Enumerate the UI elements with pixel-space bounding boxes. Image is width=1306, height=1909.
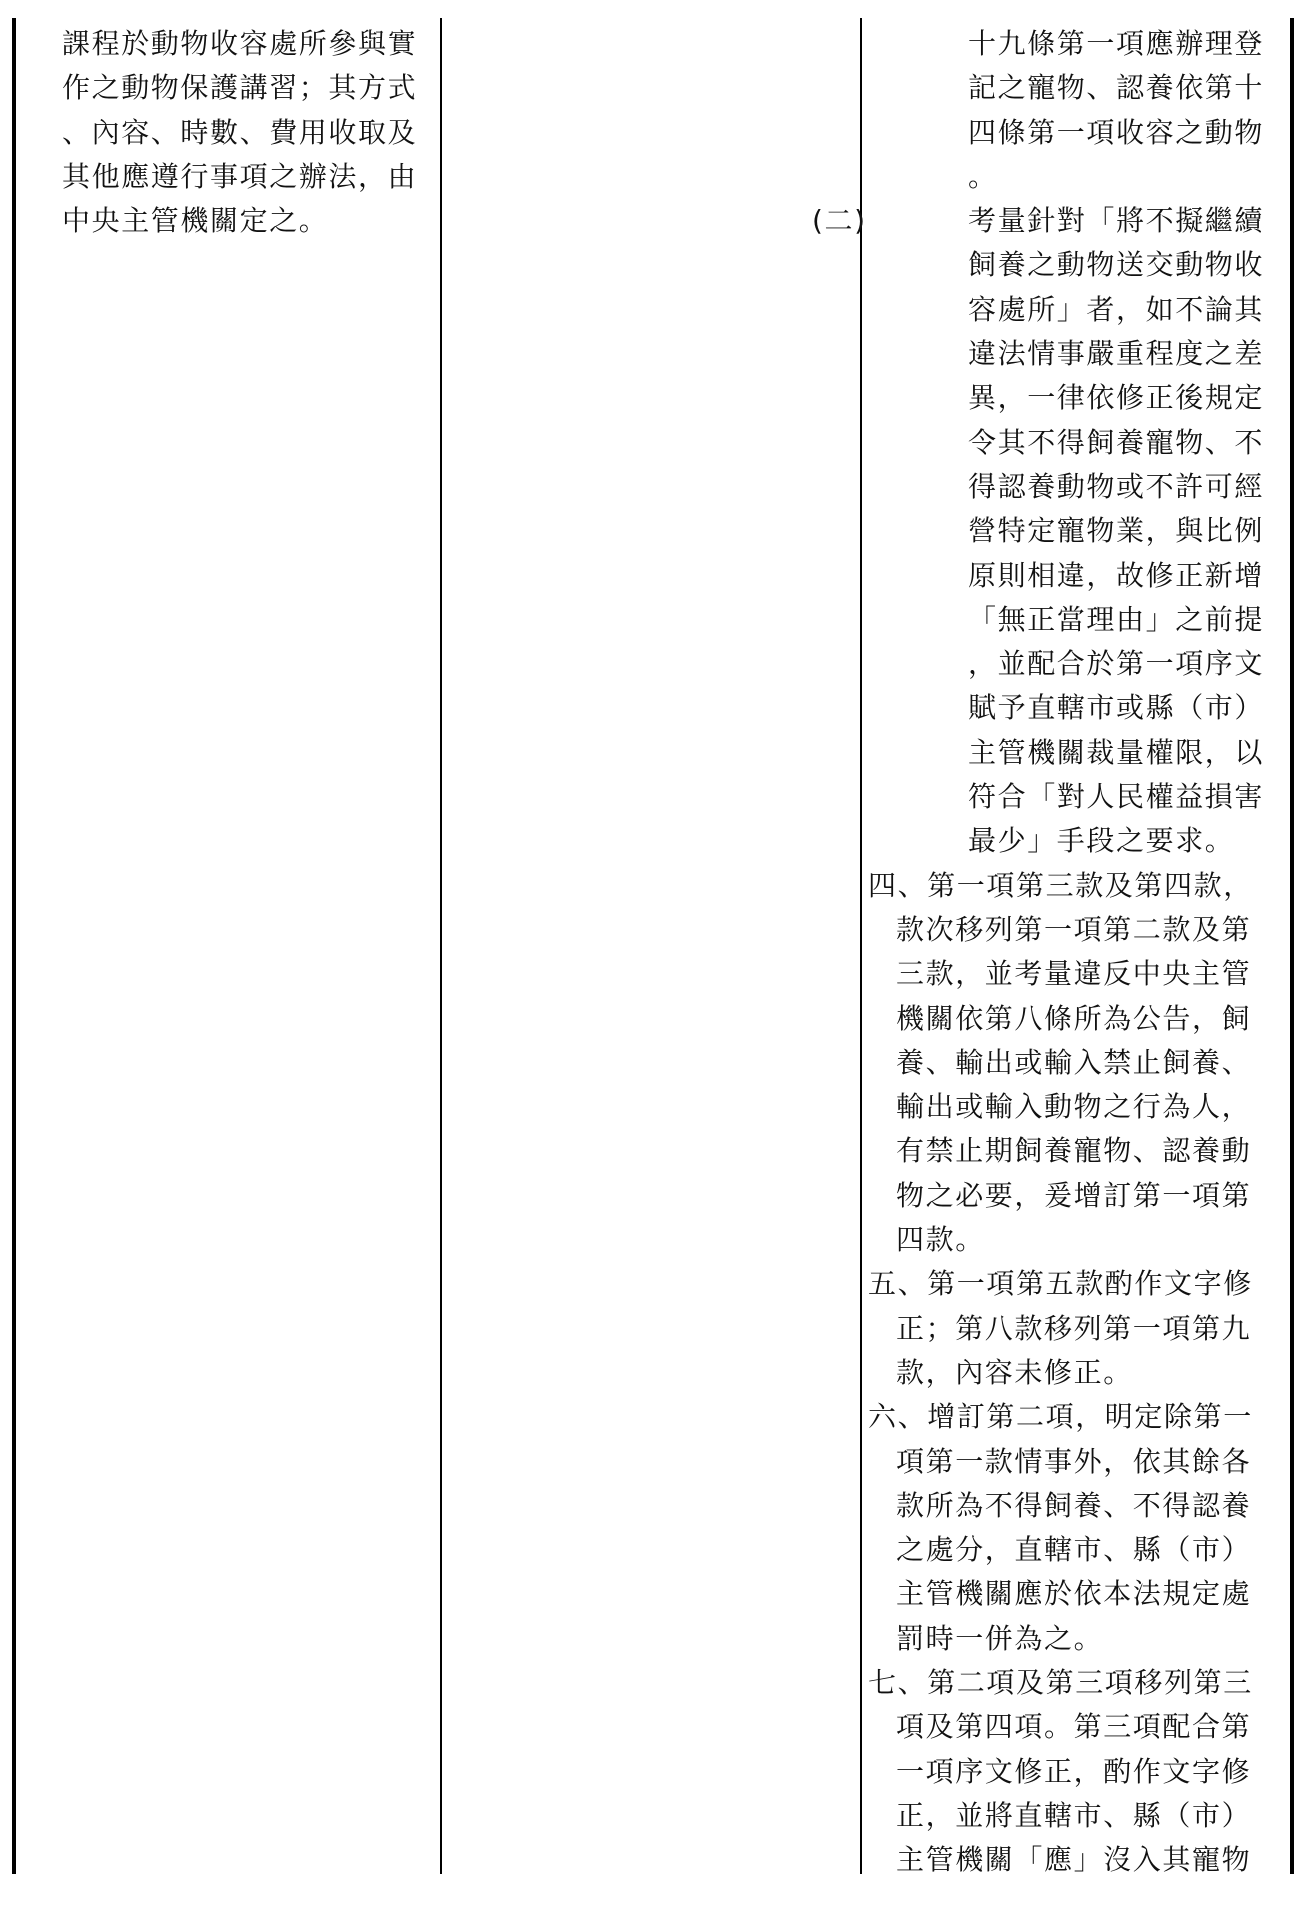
text-line: 主管機關應於依本法規定處 bbox=[896, 1577, 1252, 1611]
text-line: 款次移列第一項第二款及第 bbox=[896, 912, 1252, 946]
right-column bbox=[812, 22, 1276, 1882]
text-line: 飼養之動物送交動物收 bbox=[968, 248, 1265, 282]
text-line: 營特定寵物業，與比例 bbox=[968, 514, 1265, 548]
text-line: 四款。 bbox=[896, 1223, 985, 1257]
text-line: 項及第四項。第三項配合第 bbox=[896, 1710, 1252, 1744]
item-marker: 四、 bbox=[868, 868, 928, 902]
item-first-line: 第一項第五款酌作文字修 bbox=[927, 1267, 1253, 1301]
subitem-2 bbox=[812, 199, 1276, 863]
item-marker: 五、 bbox=[868, 1267, 928, 1301]
text-line: 物之必要，爰增訂第一項第 bbox=[896, 1178, 1252, 1212]
text-line: 課程於動物收容處所參與實 bbox=[62, 27, 418, 60]
text-line: 養、輸出或輸入禁止飼養、 bbox=[896, 1045, 1252, 1079]
text-line: 一項序文修正，酌作文字修 bbox=[896, 1754, 1252, 1788]
text-line: 主管機關裁量權限，以 bbox=[968, 735, 1265, 769]
text-line: 其他應遵行事項之辦法，由 bbox=[62, 159, 418, 193]
text-line: 「無正當理由」之前提 bbox=[968, 602, 1265, 636]
text-line: 異，一律依修正後規定 bbox=[968, 381, 1265, 415]
table-left-border bbox=[12, 18, 16, 1874]
text-line: 四條第一項收容之動物 bbox=[968, 115, 1265, 149]
text-line: 容處所」者，如不論其 bbox=[968, 292, 1265, 326]
text-line: 最少」手段之要求。 bbox=[968, 824, 1235, 858]
column-divider-left bbox=[440, 18, 442, 1874]
item-6 bbox=[868, 1395, 1276, 1661]
text-line: 款所為不得飼養、不得認養 bbox=[896, 1488, 1252, 1522]
text-line: 令其不得飼養寵物、不 bbox=[968, 425, 1265, 459]
text-line: 之處分，直轄市、縣（市） bbox=[896, 1533, 1252, 1567]
text-line: 十九條第一項應辦理登 bbox=[968, 27, 1265, 60]
text-line bbox=[868, 1395, 1276, 1439]
item-7 bbox=[868, 1661, 1276, 1882]
text-line: 記之寵物、認養依第十 bbox=[968, 71, 1265, 105]
item-first-line: 第二項及第三項移列第三 bbox=[927, 1665, 1253, 1699]
text-line bbox=[868, 1661, 1276, 1705]
text-line: 三款，並考量違反中央主管 bbox=[896, 957, 1252, 991]
text-line bbox=[868, 864, 1276, 908]
text-line: 中央主管機關定之。 bbox=[62, 204, 329, 238]
item-marker: 六、 bbox=[868, 1400, 928, 1434]
text-line: 主管機關「應」沒入其寵物 bbox=[896, 1843, 1252, 1877]
text-line: 正；第八款移列第一項第九 bbox=[896, 1311, 1252, 1345]
text-line: 作之動物保護講習；其方式 bbox=[62, 71, 418, 105]
text-line: 有禁止期飼養寵物、認養動 bbox=[896, 1134, 1252, 1168]
column-divider-right bbox=[860, 18, 862, 1874]
text-line: 違法情事嚴重程度之差 bbox=[968, 337, 1265, 371]
item-4 bbox=[868, 864, 1276, 1263]
text-line: 。 bbox=[968, 159, 998, 193]
text-line: 項第一款情事外，依其餘各 bbox=[896, 1444, 1252, 1478]
left-column bbox=[62, 22, 432, 243]
text-line: 原則相違，故修正新增 bbox=[968, 558, 1265, 592]
item-marker: 七、 bbox=[868, 1665, 928, 1699]
text-line: 賦予直轄市或縣（市） bbox=[968, 691, 1265, 725]
text-line: 罰時一併為之。 bbox=[896, 1621, 1104, 1655]
text-line: 正，並將直轄市、縣（市） bbox=[896, 1798, 1252, 1832]
item-first-line: 增訂第二項，明定除第一 bbox=[927, 1400, 1253, 1434]
text-line: 符合「對人民權益損害 bbox=[968, 780, 1265, 814]
table-right-border bbox=[1290, 18, 1294, 1874]
text-line: 得認養動物或不許可經 bbox=[968, 469, 1265, 503]
text-line bbox=[868, 1262, 1276, 1306]
text-line: 考量針對「將不擬繼續 bbox=[968, 204, 1265, 238]
text-line: ，並配合於第一項序文 bbox=[968, 647, 1265, 681]
text-line: 輸出或輸入動物之行為人， bbox=[896, 1090, 1252, 1124]
item-first-line: 第一項第三款及第四款， bbox=[927, 868, 1253, 902]
text-line: 機關依第八條所為公告，飼 bbox=[896, 1001, 1252, 1035]
item-5 bbox=[868, 1262, 1276, 1395]
continuation-paragraph bbox=[868, 22, 1276, 199]
text-line: 款，內容未修正。 bbox=[896, 1355, 1133, 1389]
subitem-marker: (二) bbox=[812, 204, 867, 238]
text-line: 、內容、時數、費用收取及 bbox=[62, 115, 418, 149]
